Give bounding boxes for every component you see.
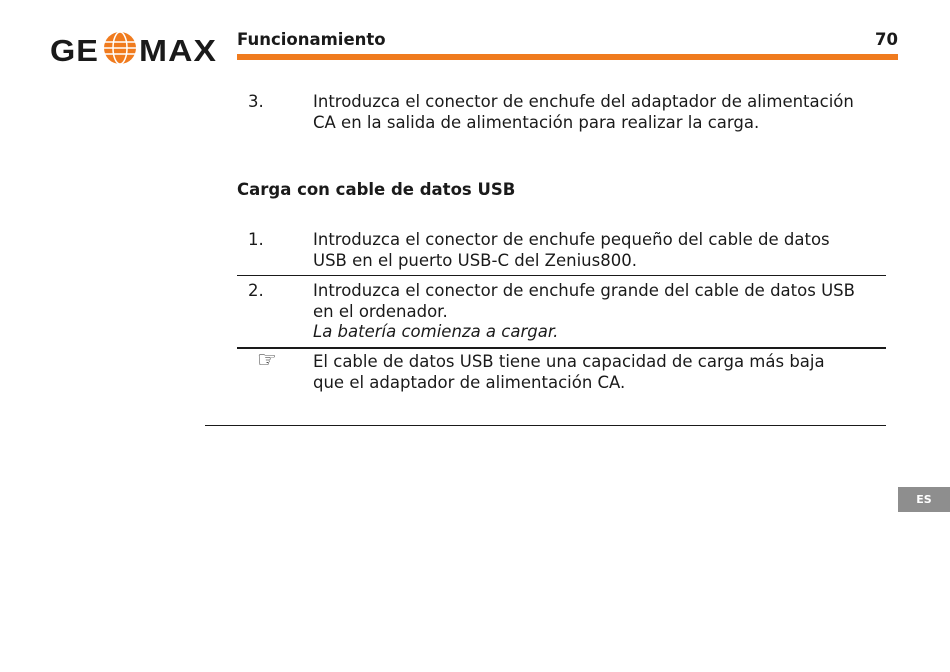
note-block <box>237 348 886 393</box>
step-item <box>237 92 886 133</box>
note-text-line: El cable de datos USB tiene una capacidad de carga más baja <box>313 352 825 371</box>
step-result: La batería comienza a cargar. <box>313 322 559 341</box>
globe-icon <box>104 32 136 64</box>
header-accent-rule <box>237 54 898 60</box>
step-item <box>237 281 886 343</box>
language-tab: ES <box>898 487 950 512</box>
step-number: 3. <box>248 92 264 111</box>
pointing-hand-icon: ☞ <box>257 348 277 373</box>
step-number: 2. <box>248 281 264 300</box>
svg-text:GE: GE <box>50 33 99 66</box>
section-heading: Carga con cable de datos USB <box>237 180 516 199</box>
step-text-line: CA en la salida de alimentación para realizar la carga. <box>313 112 760 132</box>
section-title: Funcionamiento <box>237 30 386 49</box>
step-text-line: Introduzca el conector de enchufe del adaptador de alimentación <box>313 92 854 111</box>
section-end-rule <box>205 425 886 426</box>
step-number: 1. <box>248 230 264 249</box>
svg-text:MAX: MAX <box>139 33 217 66</box>
step-text-line: en el ordenador. <box>313 301 448 321</box>
step-text-line: Introduzca el conector de enchufe grande del cable de datos USB <box>313 281 855 300</box>
page-number: 70 <box>875 30 898 49</box>
step-text-line: USB en el puerto USB-C del Zenius800. <box>313 250 637 270</box>
geomax-logo <box>50 30 220 66</box>
step-divider <box>237 275 886 276</box>
note-divider <box>237 347 886 349</box>
step-item <box>237 230 886 271</box>
step-text-line: Introduzca el conector de enchufe pequeño del cable de datos <box>313 230 830 249</box>
note-text-line: que el adaptador de alimentación CA. <box>313 372 626 392</box>
